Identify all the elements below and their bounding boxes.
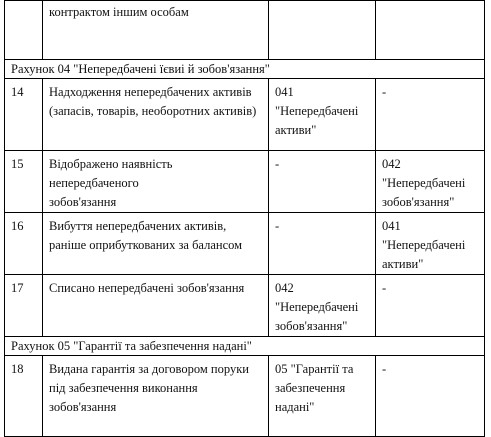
credit-account-cell [376, 1, 485, 60]
credit-account-cell: - [376, 275, 485, 337]
table-row [5, 151, 485, 213]
credit-account-cell: - [376, 79, 485, 151]
row-number-cell: 17 [5, 275, 43, 337]
table-row [5, 1, 485, 60]
section-heading: Рахунок 04 "Непередбачені їєвиі й зобов'язання" [5, 60, 485, 79]
row-number-cell: 16 [5, 213, 43, 275]
row-number-cell: 14 [5, 79, 43, 151]
row-number-cell: 18 [5, 356, 43, 437]
row-number-cell: 15 [5, 151, 43, 213]
row-number-cell [5, 1, 43, 60]
credit-account-cell: 041 "Непередбачені активи" [376, 213, 485, 275]
operation-description-cell: Відображено наявність непередбаченого зобов'язання [43, 151, 269, 213]
section-heading: Рахунок 05 "Гарантії та забезпечення надані" [5, 337, 485, 356]
operation-description-cell: Надходження непередбачених активів (запасів, товарів, необоротних активів) [43, 79, 269, 151]
table-row [5, 79, 485, 151]
debit-account-cell [269, 1, 376, 60]
section-row-account-04 [5, 60, 485, 79]
table-row [5, 213, 485, 275]
debit-account-cell: - [269, 151, 376, 213]
operation-description-cell: Видана гарантія за договором поруки під забезпечення виконання зобов'язання [43, 356, 269, 437]
debit-account-cell: - [269, 213, 376, 275]
table-row [5, 275, 485, 337]
section-row-account-05 [5, 337, 485, 356]
operation-description-cell: Списано непередбачені зобов'язання [43, 275, 269, 337]
operation-description-cell: контрактом іншим особам [43, 1, 269, 60]
table-row [5, 356, 485, 437]
accounting-entries-table [4, 0, 485, 437]
credit-account-cell: 042 "Непередбачені зобов'язання" [376, 151, 485, 213]
debit-account-cell: 041 "Непередбачені активи" [269, 79, 376, 151]
operation-description-cell: Вибуття непередбачених активів, раніше оприбуткованих за балансом [43, 213, 269, 275]
debit-account-cell: 042 "Непередбачені зобов'язання" [269, 275, 376, 337]
debit-account-cell: 05 "Гарантії та забезпечення надані" [269, 356, 376, 437]
credit-account-cell: - [376, 356, 485, 437]
